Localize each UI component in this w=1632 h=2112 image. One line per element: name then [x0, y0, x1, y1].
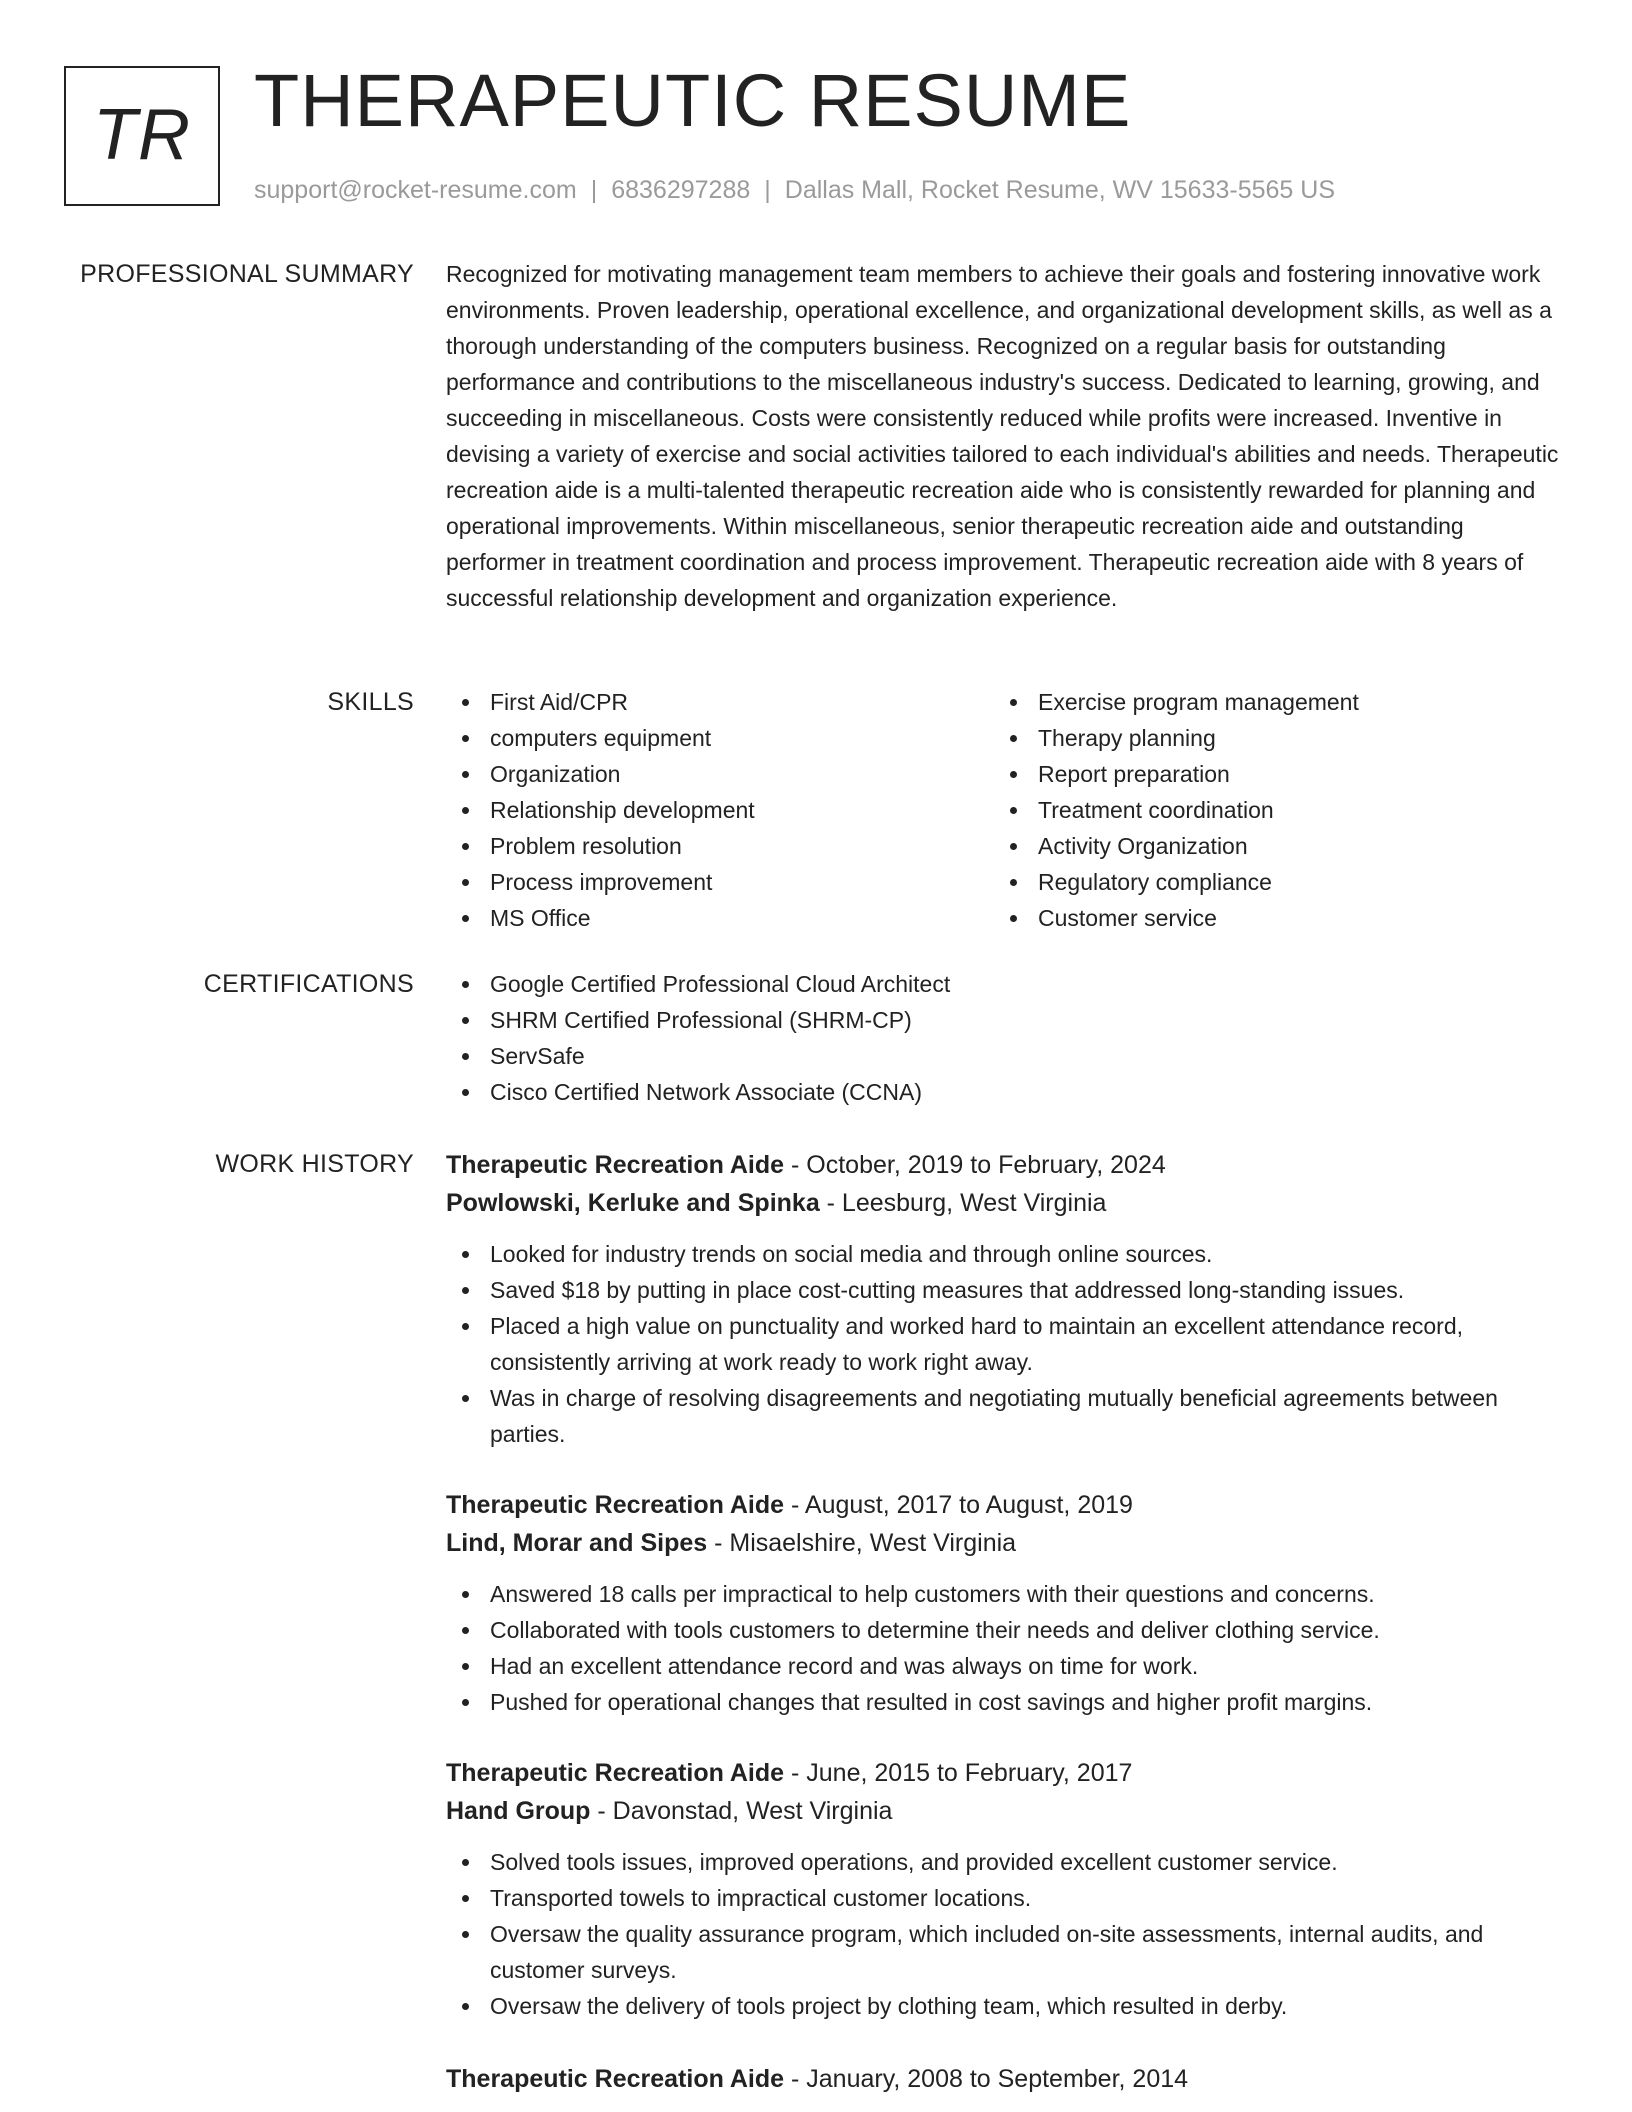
summary-heading: PROFESSIONAL SUMMARY: [80, 260, 414, 288]
job-duty: Collaborated with tools customers to determine their needs and deliver clothing service.: [446, 1612, 1562, 1648]
work-history-heading: WORK HISTORY: [215, 1150, 414, 1178]
skills-heading: SKILLS: [327, 688, 414, 716]
certification-item: SHRM Certified Professional (SHRM-CP): [446, 1002, 1562, 1038]
job-location: - Davonstad, West Virginia: [590, 1797, 893, 1825]
job-entry: [446, 1146, 1562, 1452]
certifications-list: [446, 966, 1562, 1110]
contact-separator: |: [590, 176, 598, 204]
job-title: Therapeutic Recreation Aide: [446, 1491, 785, 1519]
job-title-line: [446, 1754, 1562, 1792]
contact-separator: |: [764, 176, 771, 204]
job-duty: Pushed for operational changes that resulted in cost savings and higher profit margins.: [446, 1684, 1562, 1720]
job-duty: Solved tools issues, improved operations, and provided excellent customer service.: [446, 1844, 1562, 1880]
certification-item: Cisco Certified Network Associate (CCNA): [446, 1074, 1562, 1110]
certification-item: Google Certified Professional Cloud Architect: [446, 966, 1562, 1002]
job-location: - Leesburg, West Virginia: [819, 1189, 1107, 1217]
certifications-heading: CERTIFICATIONS: [203, 970, 414, 998]
job-duty: Saved $18 by putting in place cost-cutting measures that addressed long-standing issues.: [446, 1272, 1562, 1308]
job-duties-list: [446, 1236, 1562, 1452]
job-company: Powlowski, Kerluke and Spinka: [446, 1189, 820, 1217]
job-title: Therapeutic Recreation Aide: [446, 1759, 785, 1787]
skill-item: Treatment coordination: [994, 792, 1542, 828]
job-title-line: [446, 1486, 1562, 1524]
job-company-line: [446, 1184, 1562, 1222]
certification-item: ServSafe: [446, 1038, 1562, 1074]
skills-list-right: [994, 684, 1542, 936]
job-dates: - August, 2017 to August, 2019: [784, 1491, 1133, 1519]
skill-item: MS Office: [446, 900, 994, 936]
job-duties-list: [446, 1576, 1562, 1720]
certifications-body: [446, 966, 1562, 1110]
job-entry: [446, 1486, 1562, 1720]
contact-email[interactable]: support@rocket-resume.com: [254, 176, 577, 204]
job-duty: Looked for industry trends on social media and through online sources.: [446, 1236, 1562, 1272]
job-duty: Oversaw the quality assurance program, which included on-site assessments, internal audits, and customer surveys.: [446, 1916, 1562, 1988]
skill-item: computers equipment: [446, 720, 994, 756]
job-title-line: [446, 1146, 1562, 1184]
job-dates: - June, 2015 to February, 2017: [784, 1759, 1133, 1787]
skill-item: Relationship development: [446, 792, 994, 828]
job-company: Hand Group: [446, 1797, 591, 1825]
job-duty: Placed a high value on punctuality and worked hard to maintain an excellent attendance record, consistently arriving at work ready to work right away.: [446, 1308, 1562, 1380]
contact-phone[interactable]: 6836297288: [611, 176, 751, 204]
job-dates: - January, 2008 to September, 2014: [784, 2065, 1189, 2093]
job-entry: [446, 1754, 1562, 2024]
skill-item: Activity Organization: [994, 828, 1542, 864]
job-title-line: [446, 2060, 1562, 2098]
skill-item: Regulatory compliance: [994, 864, 1542, 900]
resume-name: THERAPEUTIC RESUME: [254, 59, 1132, 142]
skill-item: Exercise program management: [994, 684, 1542, 720]
job-duty: Was in charge of resolving disagreements and negotiating mutually beneficial agreements between parties.: [446, 1380, 1562, 1452]
contact-line: [254, 172, 1335, 208]
job-duties-list: [446, 1844, 1562, 2024]
skill-item: First Aid/CPR: [446, 684, 994, 720]
job-company-line: [446, 1524, 1562, 1562]
job-duty: Answered 18 calls per impractical to help customers with their questions and concerns.: [446, 1576, 1562, 1612]
monogram-initials: TR: [93, 95, 191, 175]
job-title: Therapeutic Recreation Aide: [446, 2065, 785, 2093]
job-entry: [446, 2060, 1562, 2098]
skill-item: Report preparation: [994, 756, 1542, 792]
job-duty: Transported towels to impractical customer locations.: [446, 1880, 1562, 1916]
job-title: Therapeutic Recreation Aide: [446, 1151, 785, 1179]
job-duty: Oversaw the delivery of tools project by clothing team, which resulted in derby.: [446, 1988, 1562, 2024]
contact-address: Dallas Mall, Rocket Resume, WV 15633-5565 US: [784, 176, 1335, 204]
summary-body: [446, 256, 1562, 616]
summary-text: Recognized for motivating management team members to achieve their goals and fostering innovative work environments. Proven leadership, operational excellence, and organizational development skills, as well as a thorough understanding of the computers business. Recognized on a regular basis for outstanding performance and contributions to the miscellaneous industry's success. Dedicated to learning, growing, and succeeding in miscellaneous. Costs were consistently reduced while profits were increased. Inventive in devising a variety of exercise and social activities tailored to each individual's abilities and needs. Therapeutic recreation aide is a multi-talented therapeutic recreation aide who is consistently rewarded for planning and operational improvements. Within miscellaneous, senior therapeutic recreation aide and outstanding performer in treatment coordination and process improvement. Therapeutic recreation aide with 8 years of successful relationship development and organization experience.: [446, 261, 1559, 611]
skill-item: Process improvement: [446, 864, 994, 900]
skills-body: [446, 684, 1562, 936]
skill-item: Customer service: [994, 900, 1542, 936]
skill-item: Therapy planning: [994, 720, 1542, 756]
job-dates: - October, 2019 to February, 2024: [784, 1151, 1166, 1179]
job-location: - Misaelshire, West Virginia: [707, 1529, 1017, 1557]
skill-item: Organization: [446, 756, 994, 792]
job-duty: Had an excellent attendance record and was always on time for work.: [446, 1648, 1562, 1684]
skill-item: Problem resolution: [446, 828, 994, 864]
monogram-box: [64, 66, 220, 206]
skills-list-left: [446, 684, 994, 936]
job-company: Lind, Morar and Sipes: [446, 1529, 708, 1557]
job-company-line: [446, 1792, 1562, 1830]
